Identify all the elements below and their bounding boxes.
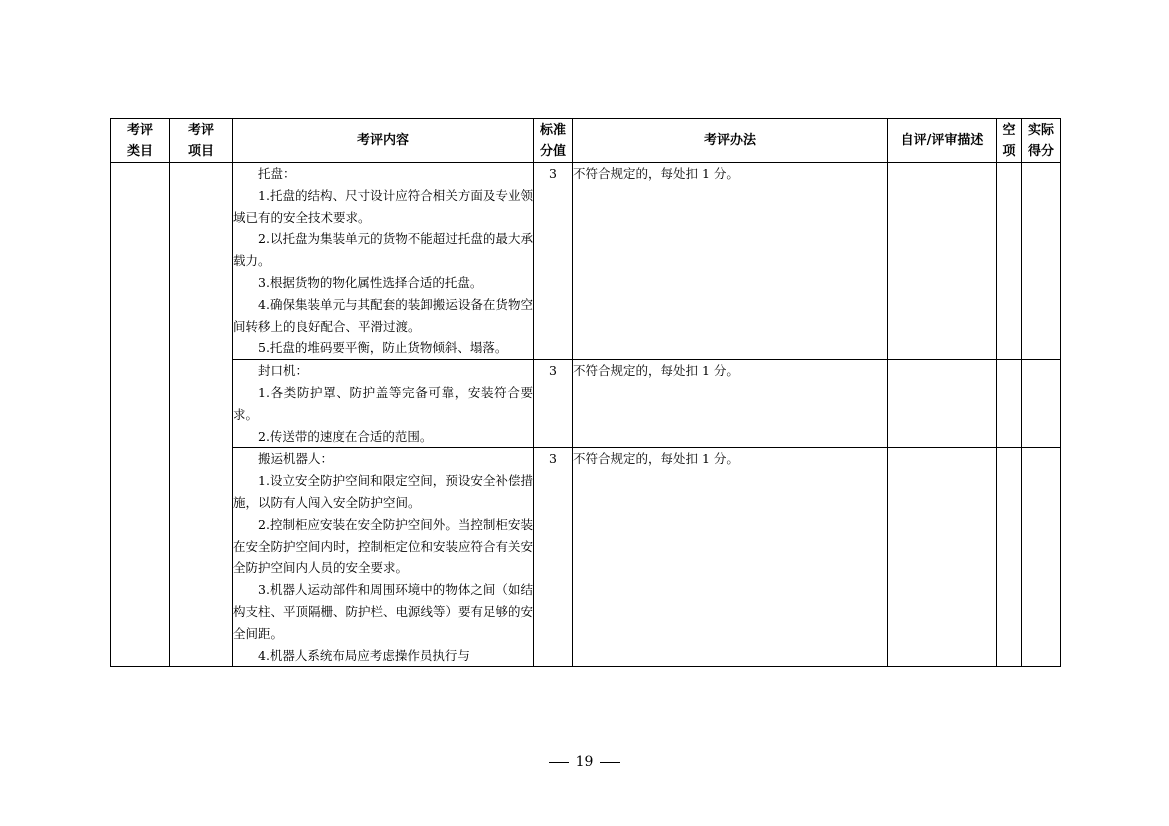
empty-cell [997,163,1022,360]
content-point: 4.机器人系统布局应考虑操作员执行与 [258,647,470,663]
content-point: 4.确保集装单元与其配套的装卸搬运设备在货物空间转移上的良好配合、平滑过渡。 [233,296,533,334]
header-category: 考评 类目 [111,119,170,163]
header-self-eval: 自评/评审描述 [888,119,997,163]
actual-score-cell [1022,360,1061,448]
content-cell [233,360,534,448]
evaluation-table [110,118,1061,667]
self-eval-cell [888,163,997,360]
table-header-row [111,119,1061,163]
empty-cell [997,448,1022,667]
score-cell: 3 [534,360,573,448]
content-title: 封口机： [258,363,309,379]
item-cell [170,163,233,667]
content-title: 托盘： [258,166,296,181]
content-point: 2.传送带的速度在合适的范围。 [258,428,433,444]
empty-cell [997,360,1022,448]
content-cell [233,448,534,667]
page-dash-left [549,762,569,763]
content-title: 搬运机器人： [258,451,334,467]
table-row [111,163,1061,360]
table-row [111,448,1061,667]
content-point: 2.以托盘为集装单元的货物不能超过托盘的最大承载力。 [233,231,533,269]
content-point: 3.机器人运动部件和周围环境中的物体之间（如结构支柱、平顶隔栅、防护栏、电源线等）要有足够的安全间距。 [233,582,534,641]
content-cell [233,163,534,360]
method-cell: 不符合规定的，每处扣 1 分。 [573,448,888,667]
content-point: 1.托盘的结构、尺寸设计应符合相关方面及专业领域已有的安全技术要求。 [233,187,533,225]
header-actual: 实际 得分 [1022,119,1061,163]
table-row [111,360,1061,448]
category-cell [111,163,170,667]
page-dash-right [600,762,620,763]
page-number: 19 [575,754,594,770]
content-point: 2.控制柜应安装在安全防护空间外。当控制柜安装在安全防护空间内时，控制柜定位和安装应符合有关安全防护空间内人员的安全要求。 [233,516,534,576]
page-footer [0,752,1169,772]
header-score: 标准 分值 [534,119,573,163]
header-method: 考评办法 [573,119,888,163]
content-point: 5.托盘的堆码要平衡，防止货物倾斜、塌落。 [258,340,508,356]
header-content: 考评内容 [233,119,534,163]
header-item: 考评 项目 [170,119,233,163]
score-cell: 3 [534,448,573,667]
score-cell: 3 [534,163,573,360]
self-eval-cell [888,448,997,667]
header-empty: 空 项 [997,119,1022,163]
self-eval-cell [888,360,997,448]
actual-score-cell [1022,448,1061,667]
method-cell: 不符合规定的，每处扣 1 分。 [573,163,888,360]
content-point: 1.设立安全防护空间和限定空间，预设安全补偿措施，以防有人闯入安全防护空间。 [233,473,533,510]
method-cell: 不符合规定的，每处扣 1 分。 [573,360,888,448]
actual-score-cell [1022,163,1061,360]
content-point: 3.根据货物的物化属性选择合适的托盘。 [258,274,483,290]
content-point: 1.各类防护罩、防护盖等完备可靠，安装符合要求。 [233,384,533,422]
